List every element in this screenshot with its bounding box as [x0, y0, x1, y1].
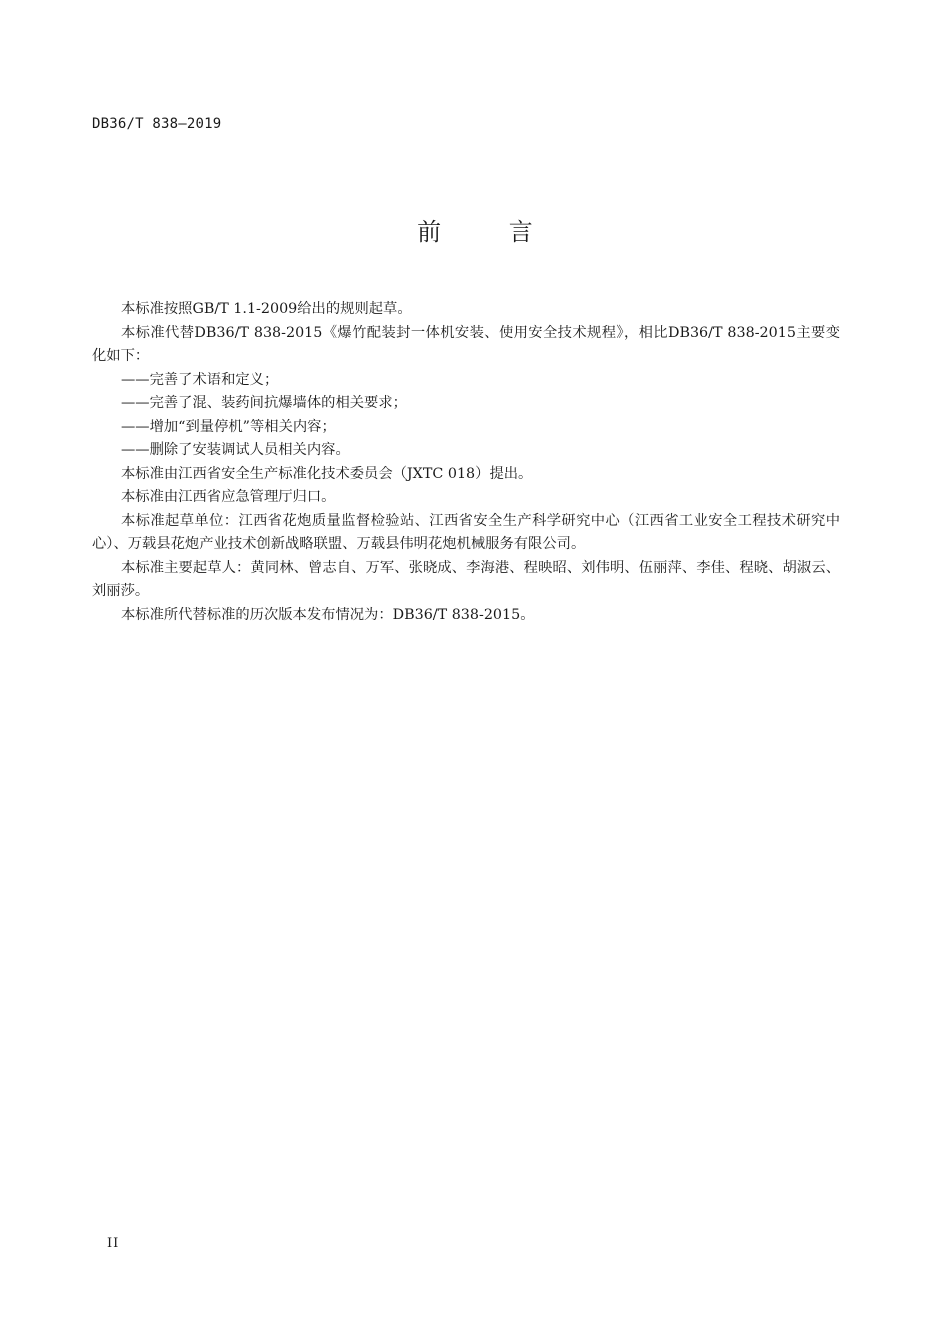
paragraph-drafters: 本标准主要起草人：黄同林、曾志自、万军、张晓成、李海港、程映昭、刘伟明、伍丽萍、李佳、程晓、胡淑云、刘丽莎。	[92, 559, 840, 599]
change-item-blast-wall: ——完善了混、装药间抗爆墙体的相关要求；	[121, 395, 407, 411]
paragraph-drafting-units: 本标准起草单位：江西省花炮质量监督检验站、江西省安全生产科学研究中心（江西省工业安全工程技术研究中心）、万载县花炮产业技术创新战略联盟、万载县伟明花炮机械服务有限公司。	[92, 512, 840, 552]
paragraph-managed-by: 本标准由江西省应急管理厅归口。	[121, 489, 336, 505]
paragraph-proposed-by: 本标准由江西省安全生产标准化技术委员会（JXTC 018）提出。	[121, 465, 533, 482]
paragraph-replacement: 本标准代替DB36/T 838-2015《爆竹配装封一体机安装、使用安全技术规程》，相比DB36/T 838-2015主要变化如下：	[92, 324, 840, 364]
foreword-body	[92, 298, 840, 627]
standard-code: DB36/T 838—2019	[92, 116, 222, 132]
page-title: 前 言	[417, 218, 563, 246]
change-item-terms: ——完善了术语和定义；	[121, 371, 279, 388]
paragraph-drafting-rules: 本标准按照GB/T 1.1-2009给出的规则起草。	[121, 301, 412, 317]
paragraph-previous-versions: 本标准所代替标准的历次版本发布情况为：DB36/T 838-2015。	[121, 606, 535, 623]
change-item-removed: ——删除了安装调试人员相关内容。	[121, 442, 350, 458]
change-item-stop: ——增加“到量停机”等相关内容；	[121, 418, 336, 435]
page-number: II	[107, 1236, 120, 1251]
